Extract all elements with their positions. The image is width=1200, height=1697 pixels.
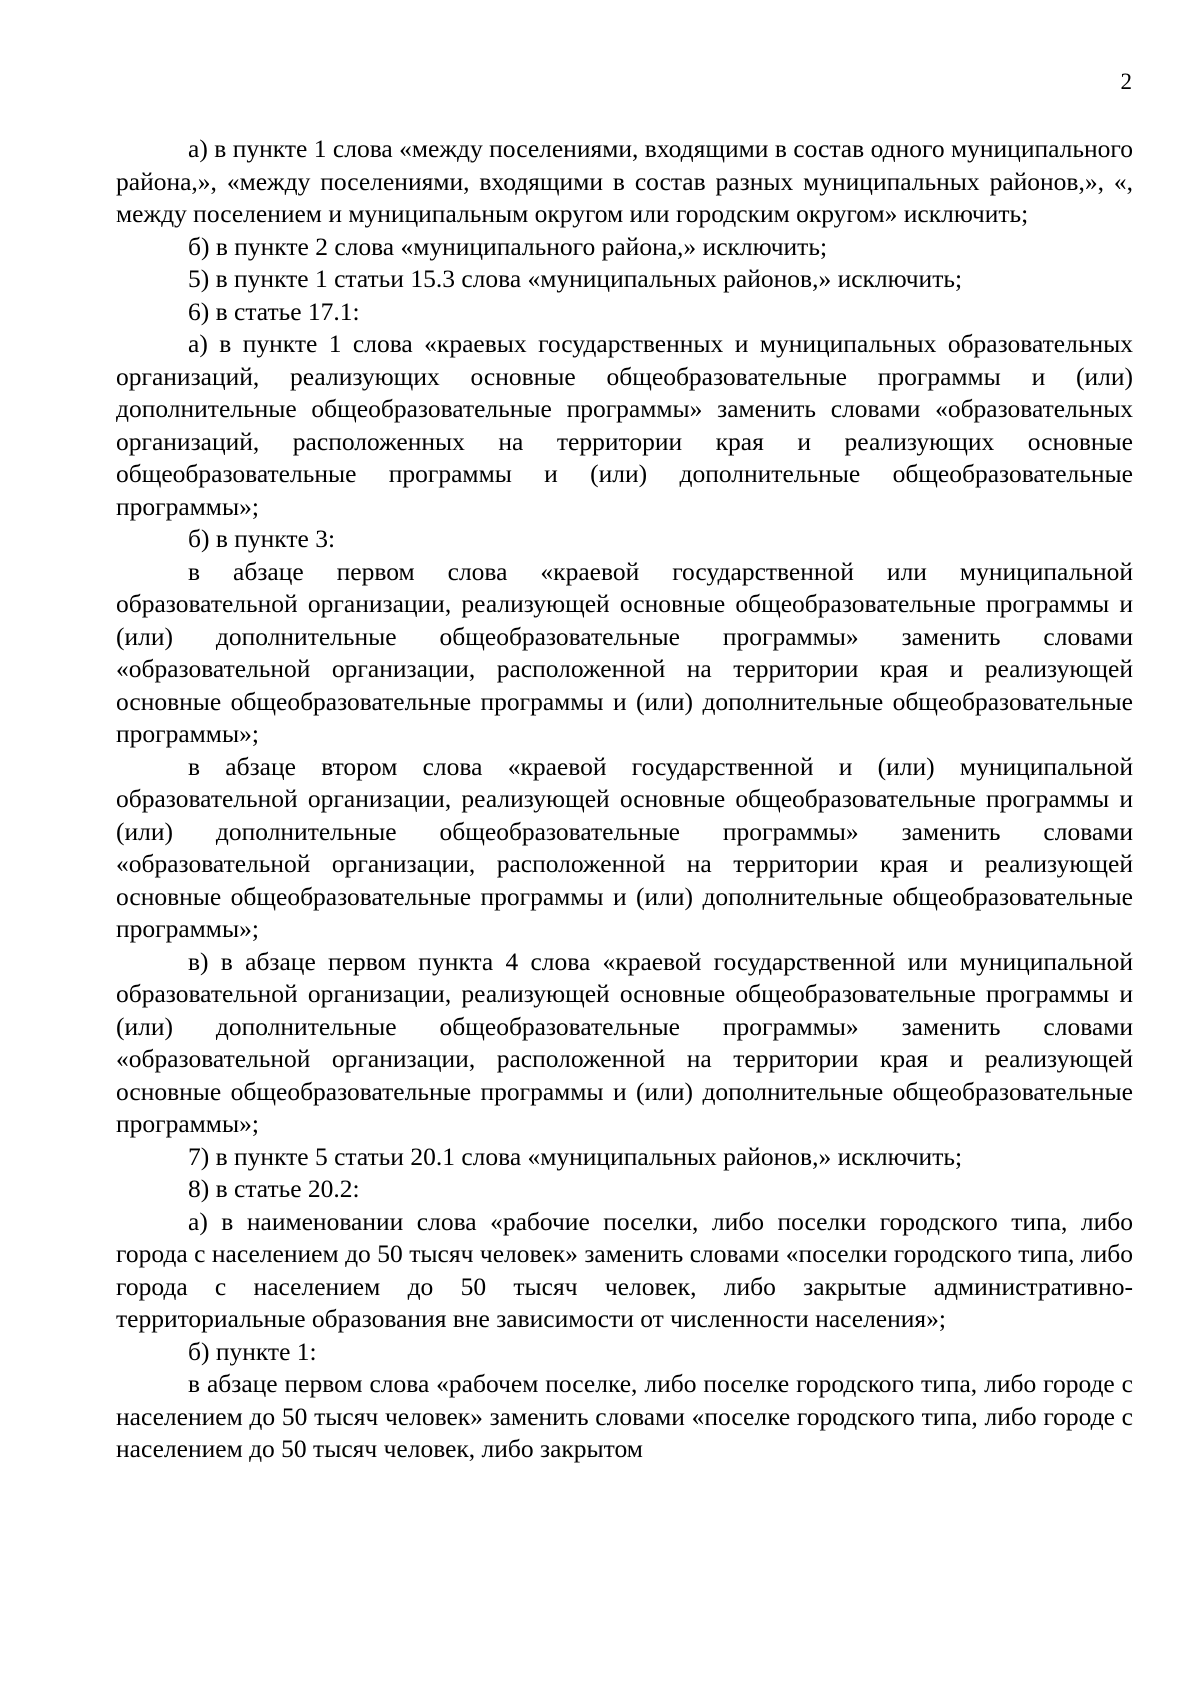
paragraph-item-6b: б) в пункте 3: bbox=[188, 524, 336, 553]
paragraph-item-6c: в) в абзаце первом пункта 4 слова «краевой государственной или муниципальной образовательной организации, реализующей основные общеобразовательные программы и (или) дополнительные общеобразовательные программы» заменить словами «образовательной организации, расположенной на территории края и реализующей основные общеобразовательные программы и (или) дополнительные общеобразовательные программы»; bbox=[116, 946, 1133, 1138]
paragraph-amendment-1a: а) в пункте 1 слова «между поселениями, входящими в состав одного муниципального района,», «между поселениями, входящими в состав разных муниципальных районов,», «, между поселением и муниципальным округом или городским округом» исключить; bbox=[116, 134, 1133, 228]
paragraph-item-5: 5) в пункте 1 статьи 15.3 слова «муниципальных районов,» исключить; bbox=[188, 264, 963, 293]
paragraph-item-6a: а) в пункте 1 слова «краевых государственных и муниципальных образовательных организаций, реализующих основные общеобразовательные программы и (или) дополнительные общеобразовательные программы» заменить словами «образовательных организаций, расположенных на территории края и реализующих основные общеобразовательные программы и (или) дополнительные общеобразовательные программы»; bbox=[116, 329, 1133, 521]
paragraph-amendment-1b: б) в пункте 2 слова «муниципального района,» исключить; bbox=[188, 231, 828, 261]
page-number: 2 bbox=[1120, 69, 1132, 94]
paragraph-item-6: 6) в статье 17.1: bbox=[188, 296, 360, 326]
paragraph-item-8a: а) в наименовании слова «рабочие поселки, либо поселки городского типа, либо города с населением до 50 тысяч человек» заменить словами «поселки городского типа, либо города с населением до 50 тысяч человек, либо закрытые административно-территориальные образования вне зависимости от численности населения»; bbox=[116, 1206, 1133, 1333]
paragraph-item-6b-second: в абзаце втором слова «краевой государственной и (или) муниципальной образовательной организации, реализующей основные общеобразовательные программы и (или) дополнительные общеобразовательные программы» заменить словами «образовательной организации, расположенной на территории края и реализующей основные общеобразовательные программы и (или) дополнительные общеобразовательные программы»; bbox=[116, 751, 1133, 943]
paragraph-item-6b-first: в абзаце первом слова «краевой государственной или муниципальной образовательной организации, реализующей основные общеобразовательные программы и (или) дополнительные общеобразовательные программы» заменить словами «образовательной организации, расположенной на территории края и реализующей основные общеобразовательные программы и (или) дополнительные общеобразовательные программы»; bbox=[116, 556, 1133, 748]
paragraph-item-8b-first: в абзаце первом слова «рабочем поселке, либо поселке городского типа, либо городе с населением до 50 тысяч человек» заменить словами «поселке городского типа, либо городе с населением до 50 тысяч человек, либо закрытом bbox=[116, 1369, 1133, 1463]
paragraph-item-7: 7) в пункте 5 статьи 20.1 слова «муниципальных районов,» исключить; bbox=[188, 1141, 963, 1171]
document-body bbox=[116, 133, 1133, 1466]
paragraph-item-8b: б) пункте 1: bbox=[188, 1336, 317, 1366]
paragraph-item-8: 8) в статье 20.2: bbox=[188, 1174, 360, 1203]
